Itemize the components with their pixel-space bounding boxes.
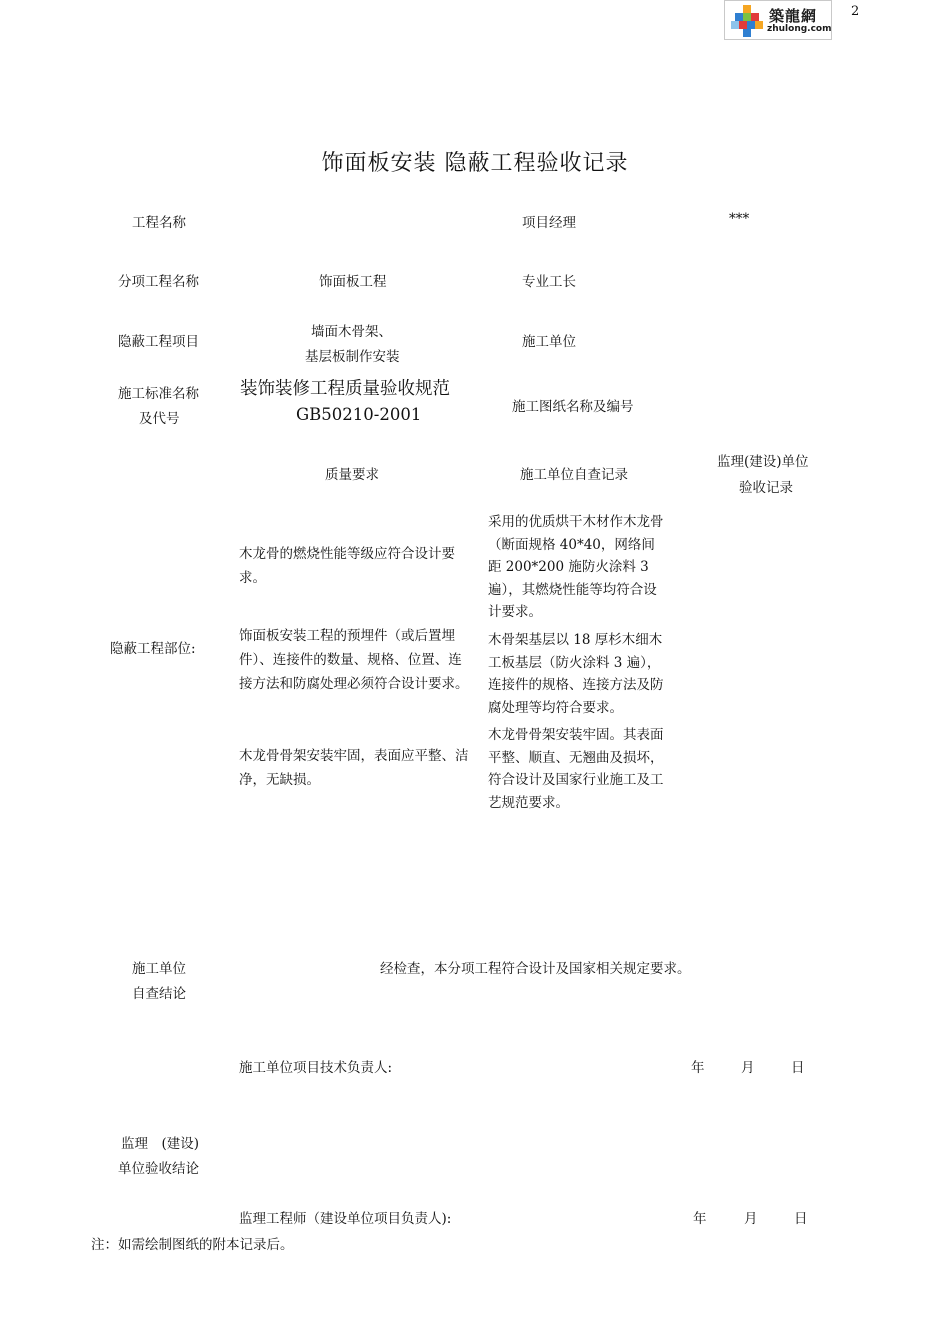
self-conclusion-signer: 施工单位项目技术负责人: [239, 1060, 393, 1076]
supervision-conclusion-month: 月 [744, 1211, 758, 1227]
self-conclusion-month: 月 [741, 1060, 755, 1076]
supervision-conclusion-year: 年 [693, 1211, 707, 1227]
requirement-1: 木龙骨的燃烧性能等级应符合设计要求。 [239, 546, 455, 586]
supervision-conclusion-label-line1: 监理 (建设) [121, 1136, 200, 1152]
self-conclusion-label-line1: 施工单位 [132, 961, 186, 977]
hidden-item-value-line1: 墙面木骨架、 [311, 324, 392, 340]
project-manager-label: 项目经理 [522, 215, 576, 231]
supervision-conclusion-label-line2: 单位验收结论 [118, 1161, 199, 1177]
standard-value-line2: GB50210-2001 [296, 405, 422, 424]
hidden-part-label: 隐蔽工程部位: [110, 641, 196, 657]
standard-label-line1: 施工标准名称 [118, 386, 199, 402]
standard-value-line1: 装饰装修工程质量验收规范 [240, 379, 450, 399]
project-manager-value: *** [729, 211, 750, 227]
drawing-label: 施工图纸名称及编号 [512, 399, 634, 415]
self-conclusion-text: 经检查，本分项工程符合设计及国家相关规定要求。 [380, 961, 691, 977]
requirement-3: 木龙骨骨架安装牢固，表面应平整、洁净，无缺损。 [239, 748, 469, 788]
construction-unit-label: 施工单位 [522, 334, 576, 350]
record-2: 木骨架基层以 18 厚杉木细木工板基层（防火涂料 3 遍），连接件的规格、连接方法及防腐处理等均符合要求。 [488, 632, 664, 716]
self-check-column-heading: 施工单位自查记录 [520, 467, 628, 483]
hidden-item-label: 隐蔽工程项目 [118, 334, 199, 350]
zhulong-logo[interactable] [724, 0, 832, 40]
subproject-label: 分项工程名称 [118, 274, 199, 290]
foreman-label: 专业工长 [522, 274, 576, 290]
supervision-conclusion-signer: 监理工程师（建设单位项目负责人): [239, 1211, 452, 1227]
page-number: 2 [851, 4, 860, 19]
requirement-2: 饰面板安装工程的预埋件（或后置埋件）、连接件的数量、规格、位置、连接方法和防腐处理必须符合设计要求。 [239, 628, 469, 692]
self-conclusion-day: 日 [791, 1060, 805, 1076]
standard-label-line2: 及代号 [139, 411, 180, 427]
self-conclusion-label-line2: 自查结论 [132, 986, 186, 1002]
record-1: 采用的优质烘干木材作木龙骨（断面规格 40*40，网络间距 200*200 施防火涂料 3 遍），其燃烧性能等均符合设计要求。 [488, 514, 664, 620]
hidden-item-value-line2: 基层板制作安装 [305, 349, 400, 365]
logo-site-text: zhulong.com [767, 24, 832, 34]
self-conclusion-year: 年 [691, 1060, 705, 1076]
logo-brand-text: 築龍網 [769, 7, 818, 25]
project-name-label: 工程名称 [132, 215, 186, 231]
quality-column-heading: 质量要求 [325, 467, 379, 483]
supervision-conclusion-day: 日 [794, 1211, 808, 1227]
supervision-column-heading-line1: 监理(建设)单位 [717, 454, 809, 470]
subproject-value: 饰面板工程 [319, 274, 387, 290]
page-title: 饰面板安装 隐蔽工程验收记录 [321, 151, 629, 176]
zhulong-logo-mosaic-icon [730, 4, 764, 38]
footnote: 注：如需绘制图纸的附本记录后。 [91, 1237, 294, 1253]
supervision-column-heading-line2: 验收记录 [739, 480, 793, 496]
record-3: 木龙骨骨架安装牢固。其表面平整、顺直、无翘曲及损坏，符合设计及国家行业施工及工艺规范要求。 [488, 727, 664, 811]
